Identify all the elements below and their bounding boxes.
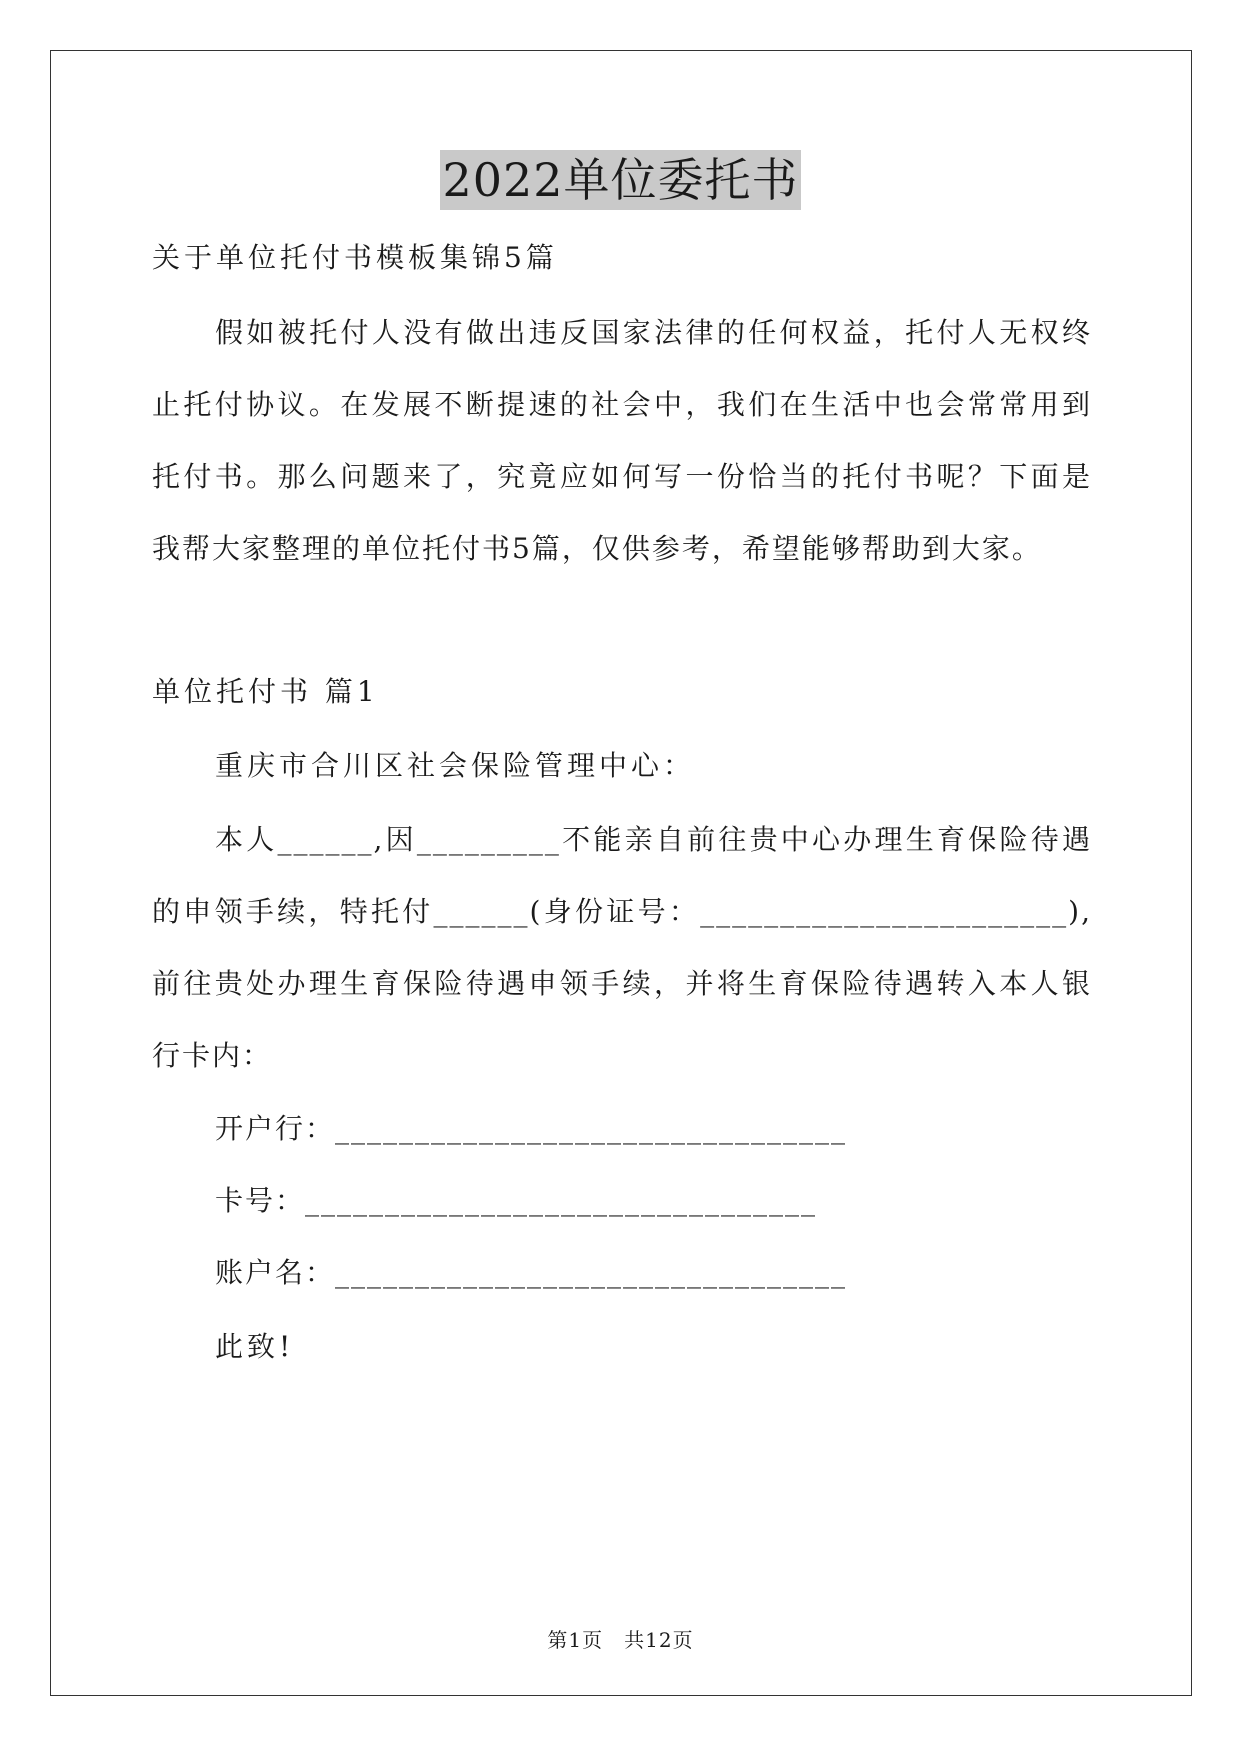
account-field: 账户名：________________________________	[215, 1256, 848, 1289]
body-line-3: 前往贵处办理生育保险待遇申领手续，并将生育保险待遇转入本人银	[152, 967, 1092, 1000]
bank-field: 开户行：________________________________	[215, 1112, 848, 1145]
page-border	[50, 50, 1192, 1696]
title-container	[0, 150, 1241, 210]
body-line-4: 行卡内：	[152, 1039, 273, 1072]
intro-line-4: 我帮大家整理的单位托付书5篇，仅供参考，希望能够帮助到大家。	[152, 532, 1042, 565]
intro-line-2: 止托付协议。在发展不断提速的社会中，我们在生活中也会常常用到	[152, 388, 1092, 421]
section-heading: 单位托付书 篇1	[152, 675, 379, 708]
document-subtitle: 关于单位托付书模板集锦5篇	[152, 241, 558, 274]
document-title: 2022单位委托书	[440, 150, 800, 210]
body-line-2: 的申领手续，特托付______(身份证号：_______________________),	[152, 895, 1092, 928]
page-footer: 第1页 共12页	[547, 1628, 694, 1652]
intro-line-1: 假如被托付人没有做出违反国家法律的任何权益，托付人无权终	[215, 316, 1092, 349]
addressee: 重庆市合川区社会保险管理中心：	[215, 749, 696, 782]
card-field: 卡号：________________________________	[215, 1184, 818, 1217]
intro-line-3: 托付书。那么问题来了，究竟应如何写一份恰当的托付书呢？下面是	[152, 460, 1092, 493]
body-line-1: 本人______,因_________不能亲自前往贵中心办理生育保险待遇	[215, 823, 1092, 856]
closing: 此致!	[215, 1330, 295, 1363]
